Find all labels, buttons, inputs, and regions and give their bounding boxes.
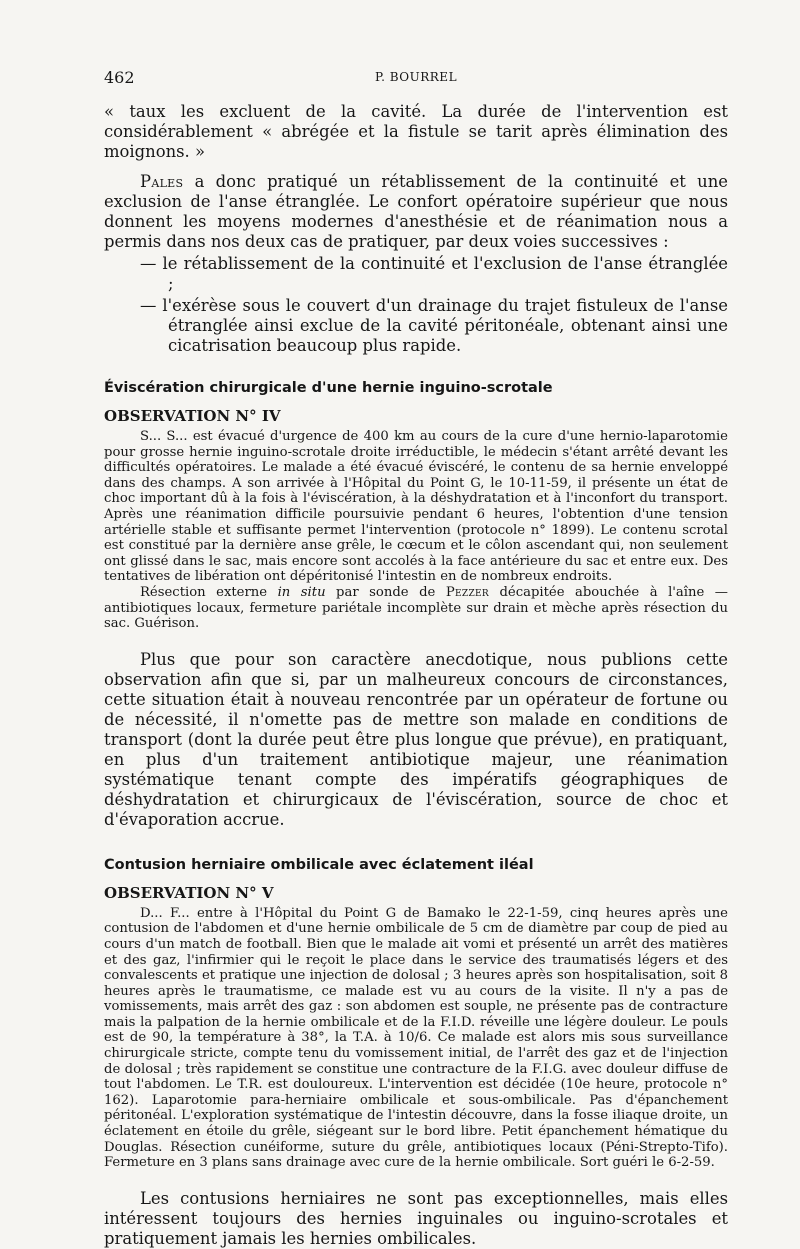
paragraph-conclusion: Les contusions herniaires ne sont pas exceptionnelles, mais elles intéressent toujours des hernies inguinales ou inguino-scrotales et pratiquement jamais les hernies ombilicales. <box>104 1188 728 1248</box>
quote-paragraph: « taux les excluent de la cavité. La durée de l'intervention est considérablement « abrégée et la fistule se tarit après élimination des moignons. » <box>104 102 728 161</box>
treatment-text-b: par sonde de <box>325 584 446 600</box>
section-title-evisceration: Éviscération chirurgicale d'une hernie inguino-scrotale <box>104 380 553 396</box>
observation-heading-iv: OBSERVATION N° IV <box>104 407 281 425</box>
paragraph-commentary: Plus que pour son caractère anecdotique, nous publions cette observation afin que si, par un malheureux concours de circonstances, cette situation était à nouveau rencontrée par un opérateur de fortune ou de nécessité, il n'omette pas de mettre son malade en conditions de transport (dont la durée peut être plus longue que prévue), en pratiquant, en plus d'un traitement antibiotique majeur, une réanimation systématique tenant compte des impératifs géographiques de déshydratation et chirurgicaux de l'éviscération, source de choc et d'évaporation accrue. <box>104 649 728 829</box>
dash-item-2: — l'exérèse sous le couvert d'un drainage du trajet fistuleux de l'anse étranglée ainsi exclue de la cavité péritonéale, obtenant ainsi une cicatrisation beaucoup plus rapide. <box>140 296 728 355</box>
author-name-pales: Pales <box>140 172 184 191</box>
running-head-author: P. BOURREL <box>374 70 458 84</box>
treatment-text-c: décapitée abouchée à l'aîne — antibiotiques locaux, fermeture pariétale incomplète sur drain et mèche après résection du sac. Guérison. <box>104 584 728 632</box>
page-number: 462 <box>104 68 135 87</box>
section-title-contusion: Contusion herniaire ombilicale avec éclatement iléal <box>104 856 534 873</box>
observation-v-text: D... F... entre à l'Hôpital du Point G de Bamako le 22-1-59, cinq heures après une contusion de l'abdomen et d'une hernie ombilicale de 5 cm de diamètre par coup de pied au cours d'un match de football. Bien que le malade ait vomi et présenté un arrêt des matières et des gaz, l'infirmier qui le reçoit le place dans le service des traumatisés légers et des convalescents et pratique une injection de dolosal ; 3 heures après son hospitalisation, soit 8 heures après le traumatisme, ce malade est vu au cours de la visite. Il n'y a pas de vomissements, mais arrêt des gaz : son abdomen est souple, ne présente pas de contracture mais la palpation de la hernie ombilicale et de la F.I.D. réveille une légère douleur. Le pouls est de 90, la température à 38°, la T.A. à 10/6. Ce malade est alors mis sous surveillance chirurgicale stricte, compte tenu du vomissement initial, de l'arrêt des gaz et de l'injection de dolosal ; très rapidement se constitue une contracture de la F.I.G. avec douleur diffuse de tout l'abdomen. Le T.R. est douloureux. L'intervention est décidée (10e heure, protocole n° 162). Laparotomie para-herniaire ombilicale et sous-ombilicale. Pas d'épanchement péritonéal. L'exploration systématique de l'intestin découvre, dans la fosse iliaque droite, un éclatement en étoile du grêle, siégeant sur le bord libre. Petit épanchement hématique du Douglas. Résection cunéiforme, suture du grêle, antibiotiques locaux (Péni-Strepto-Tifo). Fermeture en 3 plans sans drainage avec cure de la hernie ombilicale. Sort guéri le 6-2-59. <box>104 905 728 1171</box>
paragraph-pales <box>104 172 728 252</box>
page-body <box>104 102 728 1249</box>
page-header <box>104 68 728 92</box>
author-name-pezzer: Pezzer <box>445 584 489 600</box>
observation-iv-treatment <box>104 585 728 632</box>
dash-item-1: — le rétablissement de la continuité et l'exclusion de l'anse étranglée ; <box>140 254 728 293</box>
paragraph-pales-text: a donc pratiqué un rétablissement de la continuité et une exclusion de l'anse étranglée. Le confort opératoire supérieur que nous donnent les moyens modernes d'anesthésie et de réanimation nous a permis dans nos deux cas de pratiquer, par deux voies successives : <box>104 172 728 251</box>
treatment-italic: in situ <box>277 584 326 600</box>
observation-iv-text: S... S... est évacué d'urgence de 400 km au cours de la cure d'une hernio-laparotomie pour grosse hernie inguino-scrotale droite irréductible, le médecin s'étant arrêté devant les difficultés opératoires. Le malade a été évacué éviscéré, le contenu de sa hernie enveloppé dans des champs. A son arrivée à l'Hôpital du Point G, le 10-11-59, il présente un état de choc important dû à la fois à l'éviscération, à la déshydratation et à l'inconfort du transport. Après une réanimation difficile poursuivie pendant 6 heures, l'obtention d'une tension artérielle stable et suffisante permet l'intervention (protocole n° 1899). Le contenu scrotal est constitué par la dernière anse grêle, le cœcum et le côlon ascendant qui, non seulement ont glissé dans le sac, mais encore sont accolés à la face antérieure du sac et entre eux. Des tentatives de libération ont dépéritonisé l'intestin en de nombreux endroits. <box>104 429 728 585</box>
observation-heading-v: OBSERVATION N° V <box>104 883 274 902</box>
treatment-text-a: Résection externe <box>140 584 278 600</box>
